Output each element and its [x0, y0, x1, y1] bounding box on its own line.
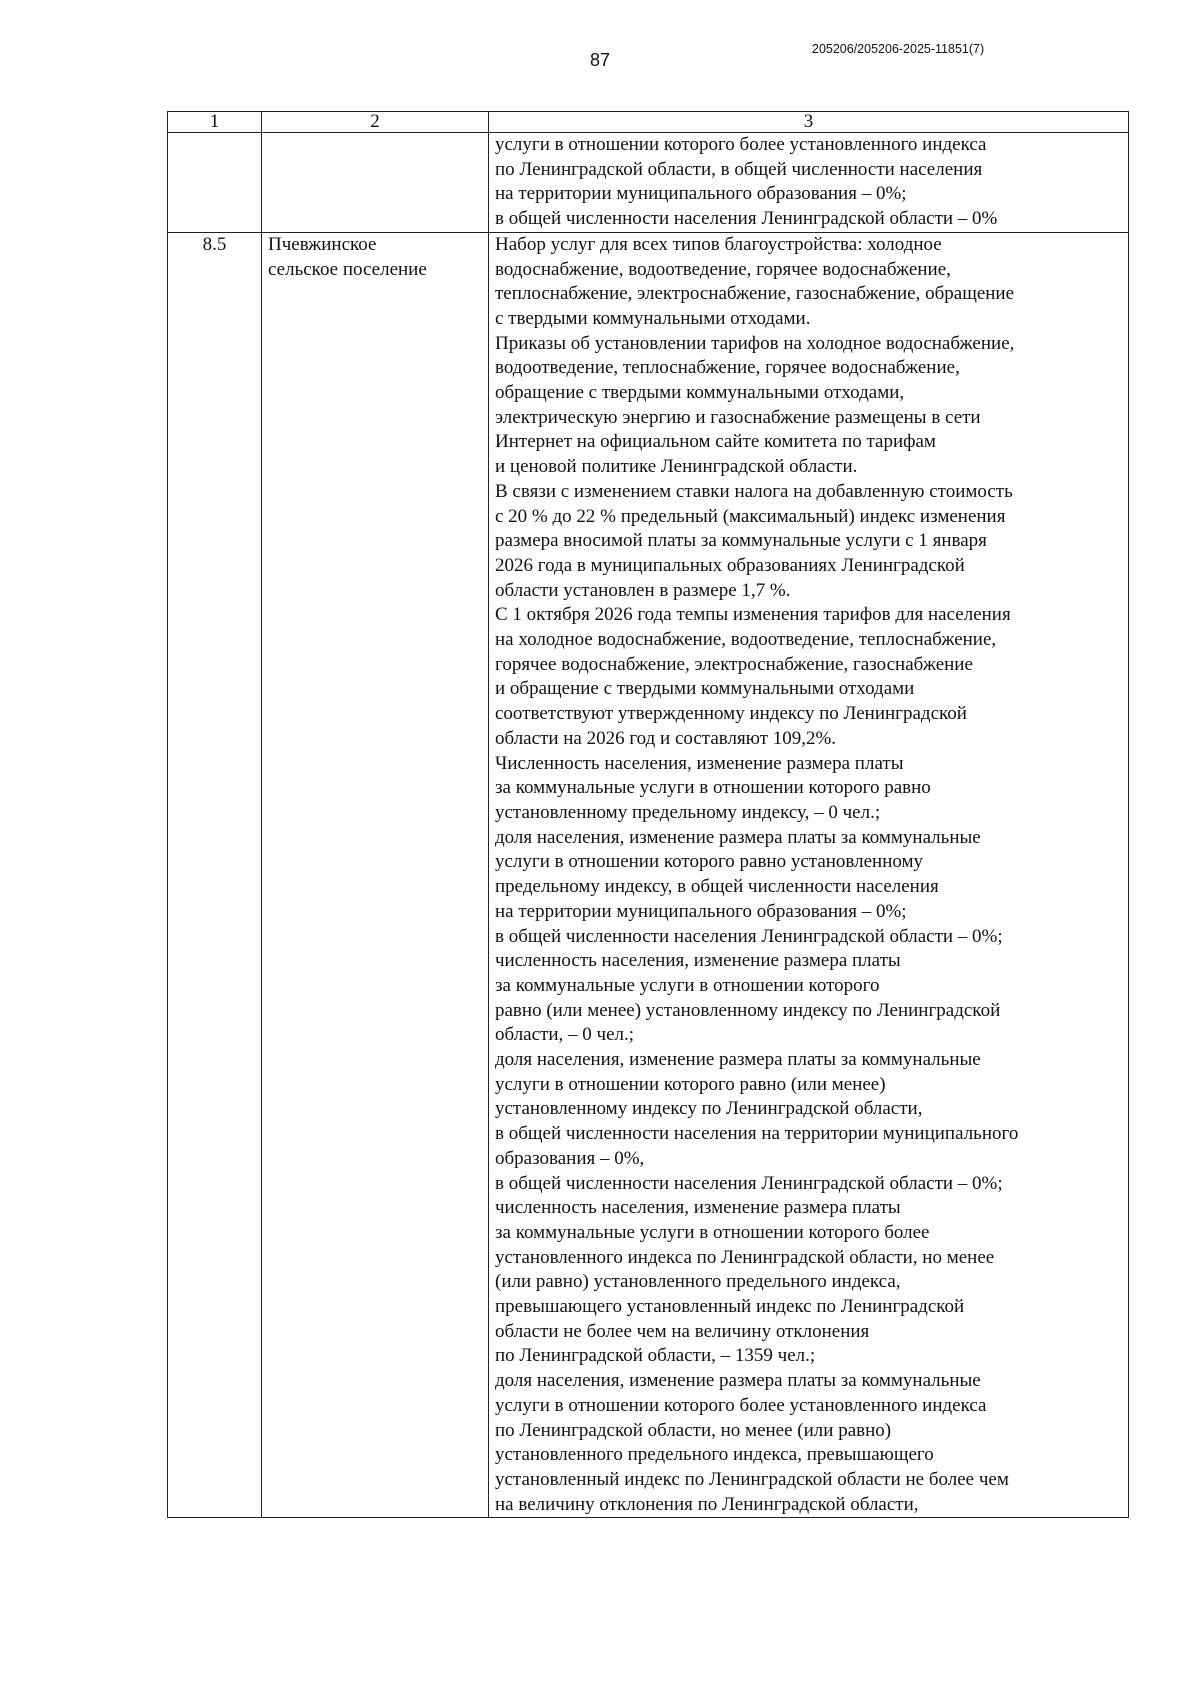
settlement-name-cell: [262, 133, 489, 233]
description-line: на территории муниципального образования – 0%;: [495, 900, 907, 922]
description-line: за коммунальные услуги в отношении которого: [495, 974, 880, 996]
description-line: установленного индекса по Ленинградской области, но менее: [495, 1246, 995, 1268]
description-line: образования – 0%,: [495, 1147, 645, 1169]
description-line: по Ленинградской области, но менее (или равно): [495, 1419, 892, 1441]
description-line: размера вносимой платы за коммунальные услуги с 1 января: [495, 530, 987, 552]
description-line: 2026 года в муниципальных образованиях Ленинградской: [495, 554, 965, 576]
header-cell-col2: 2: [262, 112, 489, 133]
description-line: и ценовой политике Ленинградской области.: [495, 456, 858, 478]
description-line: Интернет на официальном сайте комитета по тарифам: [495, 431, 936, 453]
description-line: соответствуют утвержденному индексу по Ленинградской: [495, 703, 967, 725]
description-line: по Ленинградской области, в общей численности населения: [495, 158, 983, 180]
description-line: на территории муниципального образования – 0%;: [495, 183, 907, 205]
description-line: доля населения, изменение размера платы за коммунальные: [495, 1370, 981, 1392]
description-line: обращение с твердыми коммунальными отходами,: [495, 382, 905, 404]
description-line: области установлен в размере 1,7 %.: [495, 579, 791, 601]
description-line: услуги в отношении которого более установленного индекса: [495, 134, 987, 155]
description-line: равно (или менее) установленному индексу по Ленинградской: [495, 999, 1001, 1021]
description-line: в общей численности населения Ленинградской области – 0%;: [495, 1172, 1003, 1194]
description-line: установленный индекс по Ленинградской области не более чем: [495, 1468, 1009, 1490]
description-line: области не более чем на величину отклонения: [495, 1320, 870, 1342]
description-line: водоснабжение, водоотведение, горячее водоснабжение,: [495, 258, 951, 280]
header-cell-col1: 1: [168, 112, 262, 133]
description-line: Приказы об установлении тарифов на холодное водоснабжение,: [495, 332, 1015, 354]
description-line: электрическую энергию и газоснабжение размещены в сети: [495, 406, 981, 428]
description-line: с 20 % до 22 % предельный (максимальный) индекс изменения: [495, 505, 1006, 527]
description-line: Численность населения, изменение размера платы: [495, 752, 904, 774]
description-line: Набор услуг для всех типов благоустройства: холодное: [495, 233, 942, 255]
description-line: услуги в отношении которого равно (или менее): [495, 1073, 886, 1095]
settlement-name-line: Пчевжинское: [268, 233, 377, 255]
table-row: [168, 232, 1129, 1518]
description-line: установленному предельному индексу, – 0 чел.;: [495, 801, 881, 823]
row-number-cell: [168, 133, 262, 233]
description-line: в общей численности населения Ленинградской области – 0%;: [495, 925, 1003, 947]
description-line: (или равно) установленного предельного индекса,: [495, 1271, 901, 1293]
description-line: услуги в отношении которого равно установленному: [495, 851, 924, 873]
description-line: горячее водоснабжение, электроснабжение, газоснабжение: [495, 653, 973, 675]
description-line: на величину отклонения по Ленинградской области,: [495, 1493, 919, 1515]
document-id: 205206/205206-2025-11851(7): [812, 42, 985, 56]
row-number-cell: 8.5: [168, 232, 262, 1518]
description-line: доля населения, изменение размера платы за коммунальные: [495, 826, 981, 848]
description-line: В связи с изменением ставки налога на добавленную стоимость: [495, 480, 1013, 502]
page-number: 87: [589, 50, 611, 70]
description-line: доля населения, изменение размера платы за коммунальные: [495, 1049, 981, 1071]
description-line: водоотведение, теплоснабжение, горячее водоснабжение,: [495, 357, 960, 379]
description-line: на холодное водоснабжение, водоотведение, теплоснабжение,: [495, 629, 997, 651]
description-line: с твердыми коммунальными отходами.: [495, 307, 811, 329]
description-line: и обращение с твердыми коммунальными отходами: [495, 678, 915, 700]
description-line: предельному индексу, в общей численности населения: [495, 876, 939, 898]
settlement-name-line: сельское поселение: [268, 258, 427, 280]
description-line: теплоснабжение, электроснабжение, газоснабжение, обращение: [495, 283, 1015, 305]
description-line: в общей численности населения на территории муниципального: [495, 1123, 1019, 1145]
table-row: [168, 133, 1129, 233]
description-cell: [489, 133, 1129, 233]
description-line: в общей численности населения Ленинградской области – 0%: [495, 208, 998, 230]
description-line: по Ленинградской области, – 1359 чел.;: [495, 1345, 816, 1367]
description-cell: [489, 232, 1129, 1518]
description-line: установленному индексу по Ленинградской области,: [495, 1098, 923, 1120]
description-line: численность населения, изменение размера платы: [495, 950, 901, 972]
description-line: С 1 октября 2026 года темпы изменения тарифов для населения: [495, 604, 1011, 626]
description-line: установленного предельного индекса, превышающего: [495, 1444, 934, 1466]
description-line: услуги в отношении которого более установленного индекса: [495, 1394, 987, 1416]
table-header-row: [168, 112, 1129, 133]
settlement-name-cell: [262, 232, 489, 1518]
description-line: превышающего установленный индекс по Ленинградской: [495, 1296, 965, 1318]
data-table: [167, 111, 1129, 1518]
description-line: за коммунальные услуги в отношении которого более: [495, 1221, 930, 1243]
description-line: области, – 0 чел.;: [495, 1024, 635, 1046]
description-line: области на 2026 год и составляют 109,2%.: [495, 727, 837, 749]
description-line: за коммунальные услуги в отношении которого равно: [495, 777, 931, 799]
header-cell-col3: 3: [489, 112, 1129, 133]
description-line: численность населения, изменение размера платы: [495, 1197, 901, 1219]
